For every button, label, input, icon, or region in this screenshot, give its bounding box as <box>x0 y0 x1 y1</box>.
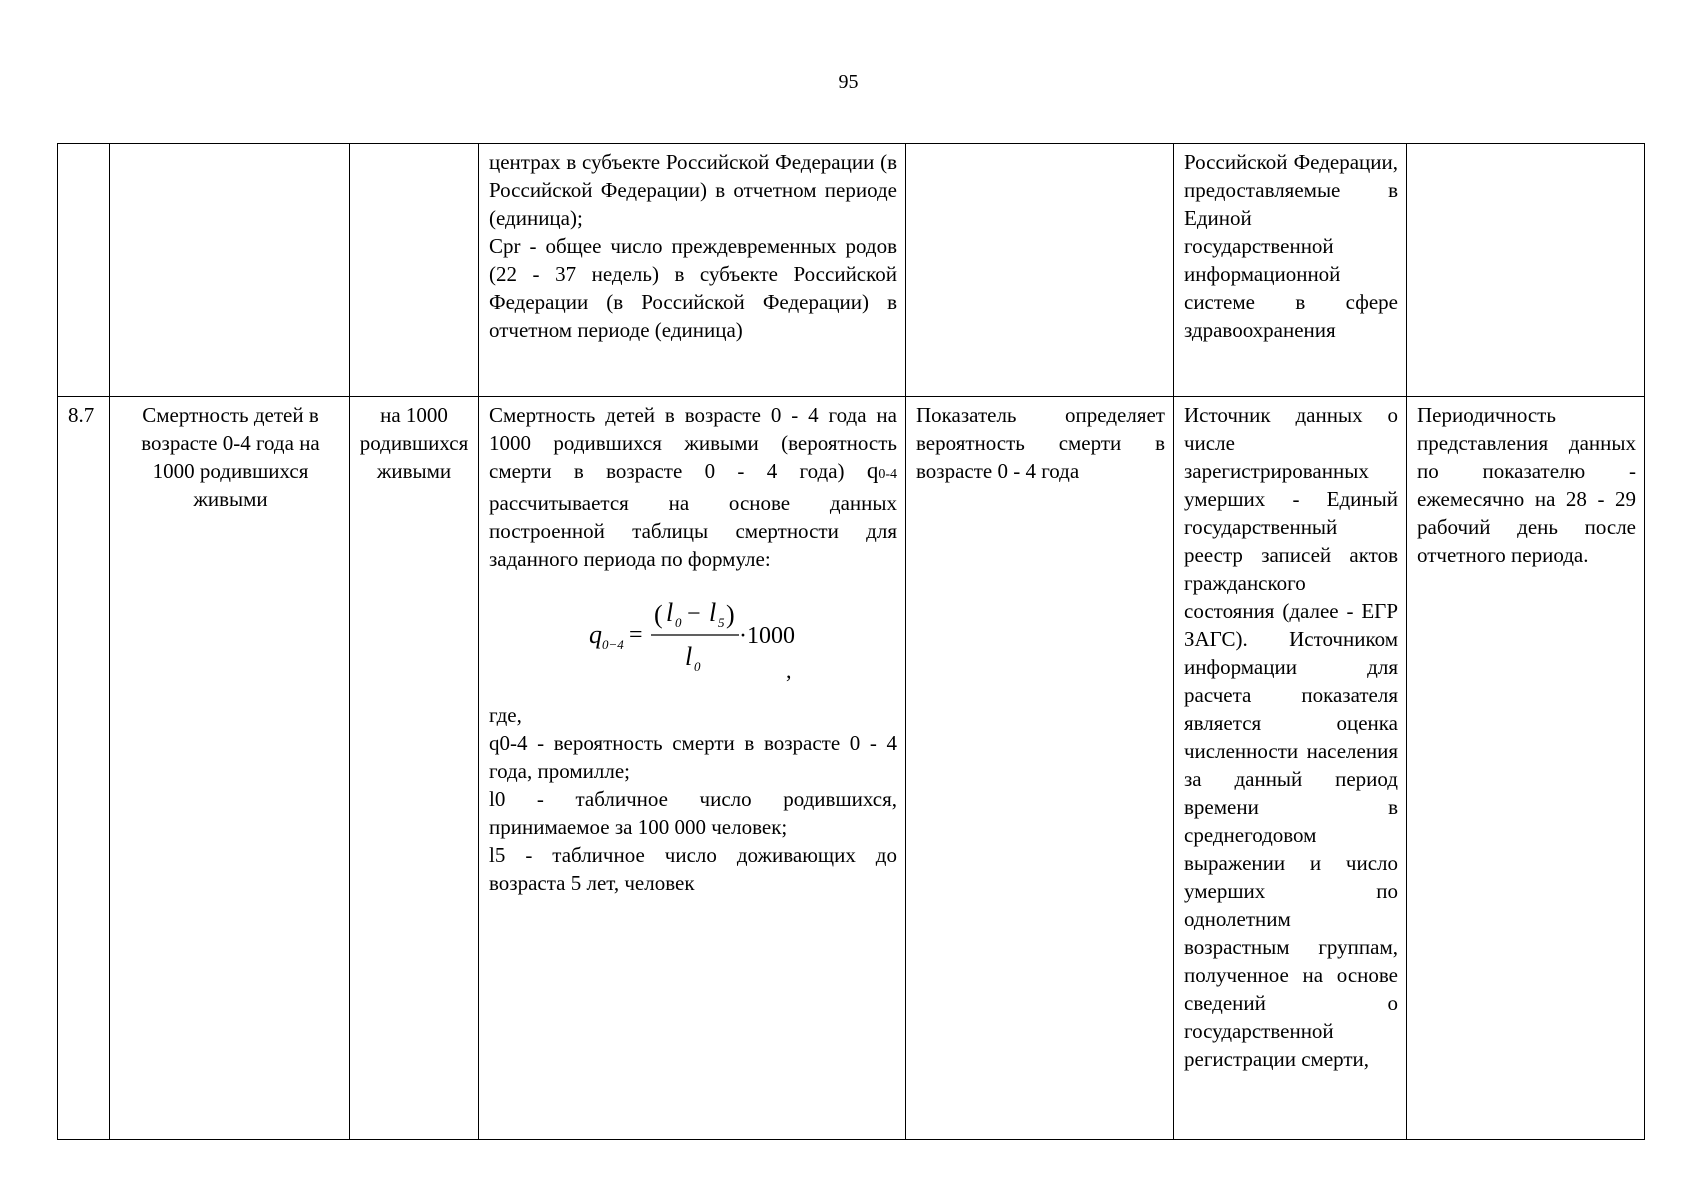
method-intro-b: рассчитывается на основе данных построенной таблицы смертности для заданного периода по формуле: <box>489 491 897 571</box>
cell-periodicity-empty <box>1407 144 1645 397</box>
definition-l5: l5 - табличное число доживающих до возраста 5 лет, человек <box>489 843 897 895</box>
method-intro <box>489 401 897 573</box>
cell-number: 8.7 <box>58 397 110 1140</box>
formula-open-paren: ( <box>654 600 663 629</box>
formula-comma: , <box>786 658 792 683</box>
formula-den-sub: 0 <box>694 659 701 674</box>
formula-den-l: l <box>685 642 693 671</box>
formula-equals: = <box>629 622 643 648</box>
cell-source-continued: Российской Федерации, предоставляемые в Единой государственной информационной системе в сфере здравоохранения <box>1174 144 1407 397</box>
formula-multiplier: ·1000 <box>739 623 795 649</box>
definition-l0: l0 - табличное число родившихся, принимаемое за 100 000 человек; <box>489 787 897 839</box>
table-row-continued <box>58 144 1645 397</box>
cell-description: Показатель определяет вероятность смерти в возрасте 0 - 4 года <box>906 397 1174 1140</box>
formula-lhs: q <box>589 620 602 649</box>
formula-close-paren: ) <box>726 600 735 629</box>
indicator-table <box>57 143 1645 1140</box>
method-continued-line-1: центрах в субъекте Российской Федерации (в Российской Федерации) в отчетном периоде (единица); <box>489 150 897 230</box>
formula-num-l-sub: 0 <box>675 615 682 630</box>
page-number: 95 <box>838 71 859 93</box>
formula-num-r: l <box>709 598 717 627</box>
table-row-8-7 <box>58 397 1645 1140</box>
formula <box>489 573 897 701</box>
cell-indicator-name: Смертность детей в возрасте 0-4 года на 1000 родившихся живыми <box>110 397 350 1140</box>
cell-source: Источник данных о числе зарегистрированных умерших - Единый государственный реестр записей актов гражданского состояния (далее - ЕГР ЗАГС). Источником информации для расчета показателя является оценка численности населения за данный период времени в среднегодовом выражении и число умерших по однолетним возрастным группам, полученное на основе сведений о государственной регистрации смерти, <box>1174 397 1407 1140</box>
formula-num-r-sub: 5 <box>718 615 725 630</box>
cell-description-empty <box>906 144 1174 397</box>
formula-minus: − <box>687 601 701 627</box>
cell-unit-empty <box>350 144 479 397</box>
cell-unit: на 1000 родившихся живыми <box>350 397 479 1140</box>
formula-num-l: l <box>666 598 674 627</box>
definition-q04: q0-4 - вероятность смерти в возрасте 0 - 4 года, промилле; <box>489 731 897 783</box>
cell-periodicity: Периодичность представления данных по показателю - ежемесячно на 28 - 29 рабочий день после отчетного периода. <box>1407 397 1645 1140</box>
cell-method <box>479 397 906 1140</box>
cell-name-empty <box>110 144 350 397</box>
formula-lhs-sub: 0−4 <box>602 637 624 652</box>
method-continued-line-2: Cpr - общее число преждевременных родов (22 - 37 недель) в субъекте Российской Федерации (в Российской Федерации) в отчетном периоде (единица) <box>489 234 897 342</box>
method-symbol: q0-4 <box>866 458 898 483</box>
method-intro-a: Смертность детей в возрасте 0 - 4 года на 1000 родившихся живыми (вероятность смерти в возрасте 0 - 4 года) <box>489 403 897 483</box>
formula-graphic <box>489 573 894 701</box>
where-label: где, <box>489 703 522 727</box>
cell-number-empty <box>58 144 110 397</box>
cell-method-continued <box>479 144 906 397</box>
